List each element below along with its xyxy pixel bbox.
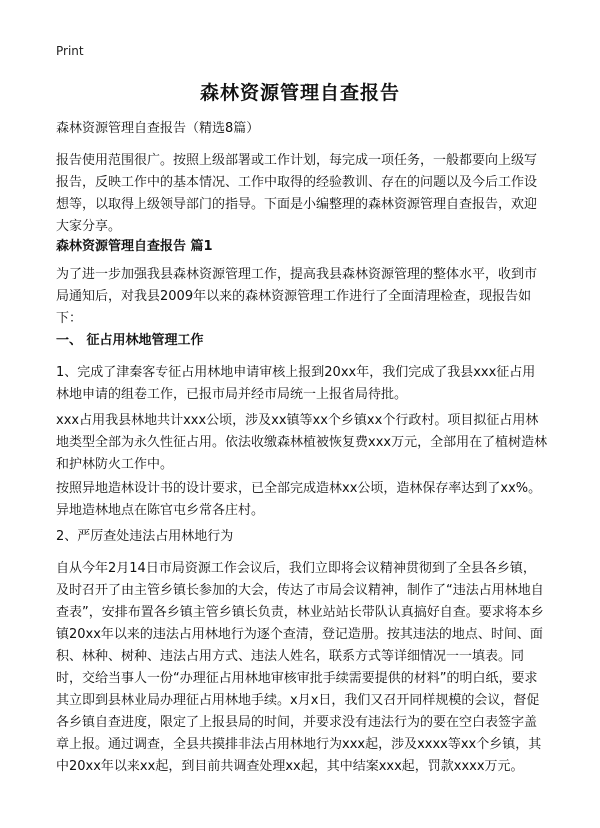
- paragraph-5: 自从今年2月14日市局资源工作会议后，我们立即将会议精神贯彻到了全县各乡镇，及时召开了由主管乡镇长参加的大会，传达了市局会议精神，制作了“违法占用林地自查表”，安排布置各乡镇主管乡镇长负责，林业站站长带队认真搞好自查。要求将本乡镇20xx年以来的违法占用林地行为逐个查清，登记造册。按其违法的地点、时间、面积、林种、树种、违法占用方式、违法人姓名，联系方式等详细情况一一填表。同时，交给当事人一份“办理征占用林地审核审批手续需要提供的材料”的明白纸，要求其立即到县林业局办理征占用林地手续。x月x日，我们又召开同样规模的会议，督促各乡镇自查进度，限定了上报县局的时间，并要求没有违法行为的要在空白表签字盖章上报。通过调查，全县共摸排非法占用林地行为xxx起，涉及xxxx等xx个乡镇，其中20xx年以来xx起，到目前共调查处理xx起，其中结案xxx起，罚款xxxx万元。: [56, 561, 544, 774]
- paragraph-3: xxx占用我县林地共计xxx公顷，涉及xx镇等xx个乡镇xx个行政村。项目拟征占用林地类型全部为永久性征占用。依法收缴森林植被恢复费xxx万元，全部用在了植树造林和护林防火工作中。: [56, 413, 548, 472]
- paragraph-1: 为了进一步加强我县森林资源管理工作，提高我县森林资源管理的整体水平，收到市局通知后，对我县2009年以来的森林资源管理工作进行了全面清理检查，现报告如下：: [56, 267, 538, 326]
- document-subtitle: 森林资源管理自查报告（精选8篇）: [56, 121, 260, 136]
- paragraph-4: 按照异地造林设计书的设计要求，已全部完成造林xx公顷，造林保存率达到了xx%。异地造林地点在陈官屯乡常各庄村。: [56, 481, 542, 518]
- intro-paragraph: 报告使用范围很广。按照上级部署或工作计划，每完成一项任务，一般都要向上级写报告，反映工作中的基本情况、工作中取得的经验教训、存在的问题以及今后工作设想等，以取得上级领导部门的指导。下面是小编整理的森林资源管理自查报告，欢迎大家分享。: [56, 153, 538, 234]
- document-title: 森林资源管理自查报告: [199, 82, 400, 104]
- heading-2: 2、严厉查处违法占用林地行为: [56, 529, 234, 544]
- print-link[interactable]: Print: [56, 44, 84, 58]
- heading-1: 一、 征占用林地管理工作: [56, 333, 204, 348]
- paragraph-2: 1、完成了津秦客专征占用林地申请审核上报到20xx年，我们完成了我县xxx征占用林地申请的组卷工作，已报市局并经市局统一上报省局待批。: [56, 365, 536, 402]
- section-title: 森林资源管理自查报告 篇1: [56, 239, 213, 254]
